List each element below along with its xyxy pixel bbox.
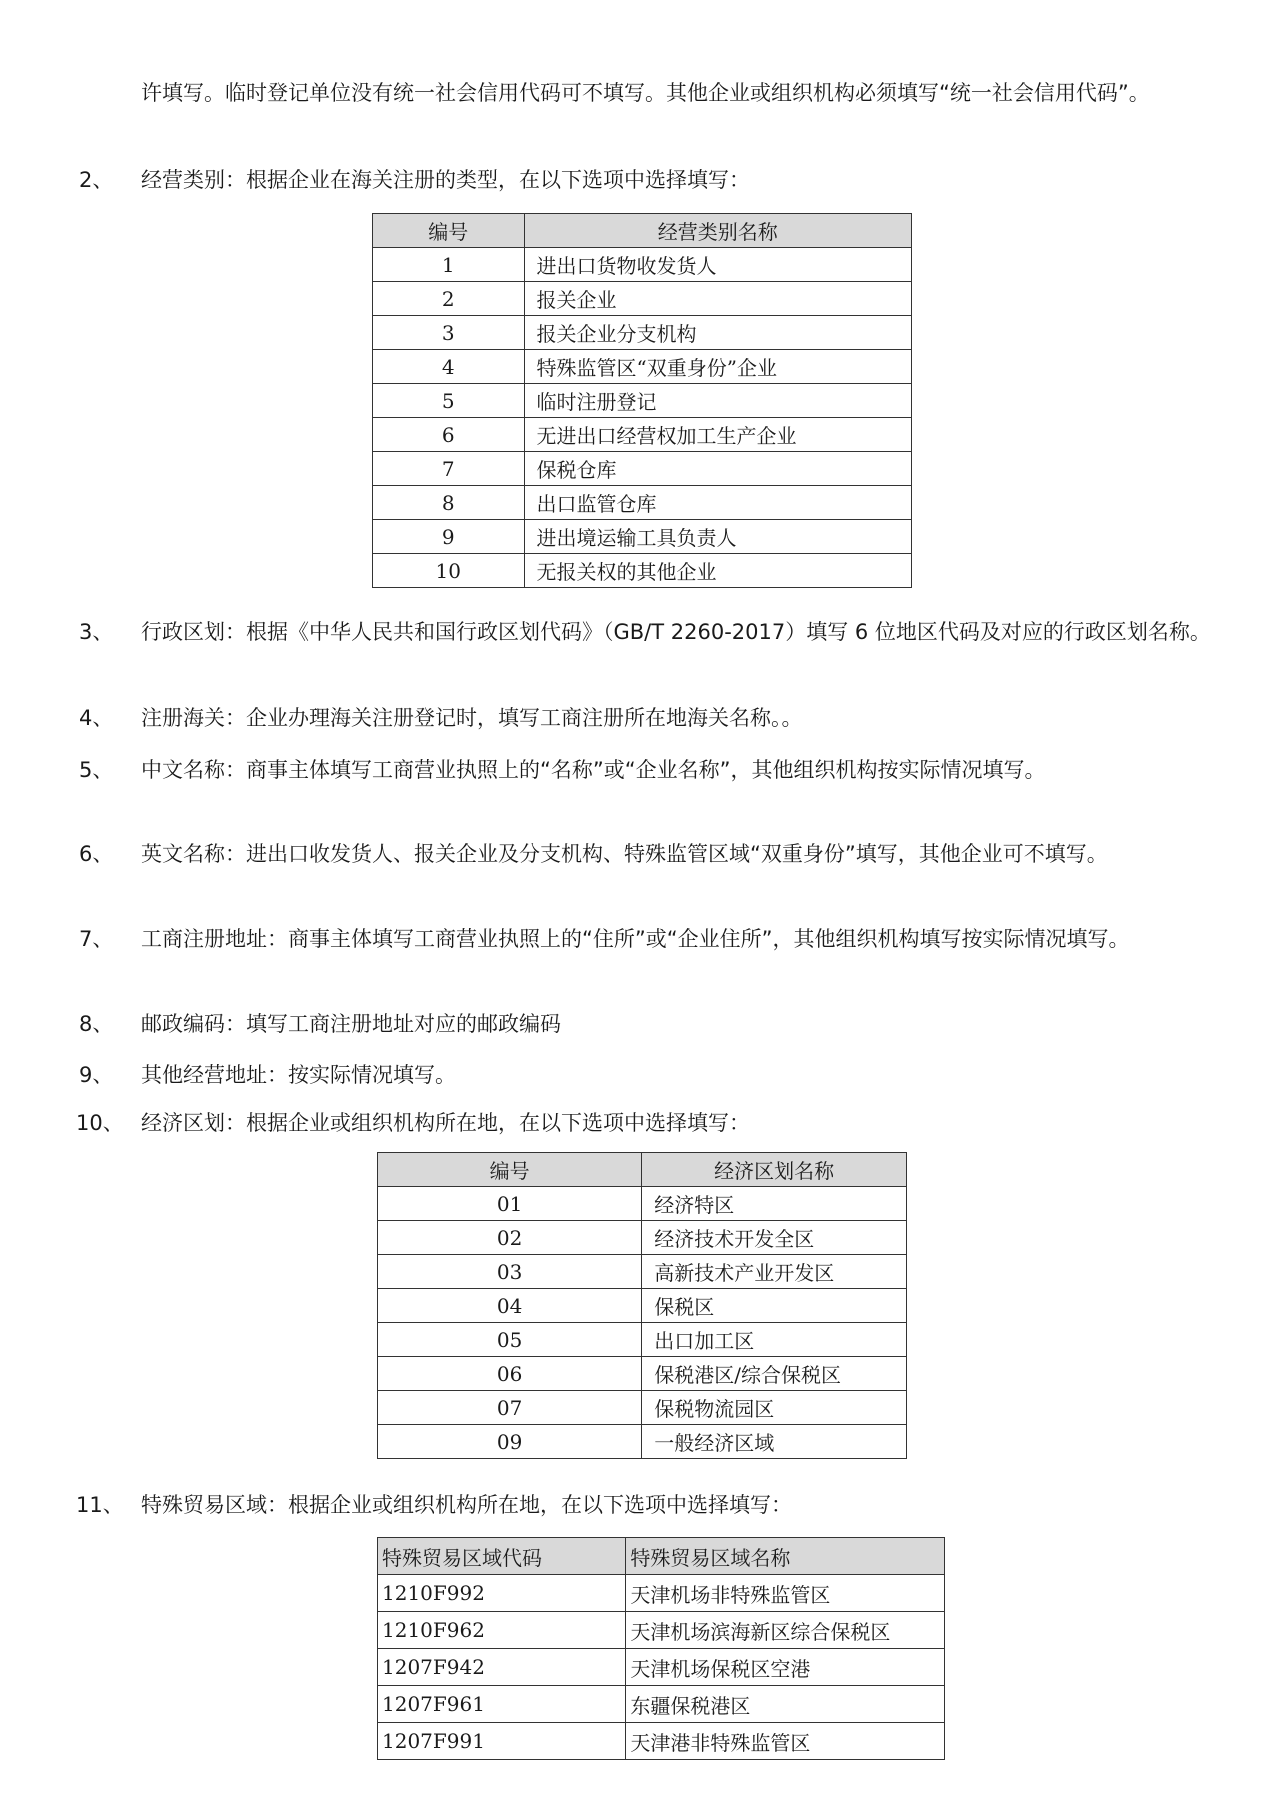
table-cell-code: 6 [373, 418, 525, 452]
item-number: 2、 [79, 168, 114, 192]
table-cell-name: 进出境运输工具负责人 [524, 520, 911, 554]
table-cell-name: 东疆保税港区 [626, 1686, 945, 1723]
table-row [373, 350, 912, 384]
table-cell-code: 5 [373, 384, 525, 418]
table-cell-name: 报关企业 [524, 282, 911, 316]
table-cell-code: 07 [378, 1391, 642, 1425]
item-number: 11、 [76, 1493, 124, 1517]
table-cell-name: 一般经济区域 [642, 1425, 907, 1459]
table-cell-code: 9 [373, 520, 525, 554]
table-cell-name: 保税港区/综合保税区 [642, 1357, 907, 1391]
table-row [378, 1289, 907, 1323]
table-row [378, 1425, 907, 1459]
table-cell-code: 8 [373, 486, 525, 520]
table-cell-name: 经济技术开发全区 [642, 1221, 907, 1255]
table-cell-name: 天津机场滨海新区综合保税区 [626, 1612, 945, 1649]
item-text: 注册海关：企业办理海关注册登记时，填写工商注册所在地海关名称。。 [141, 706, 803, 730]
table-header-row [378, 1153, 907, 1187]
table-cell-name: 保税物流园区 [642, 1391, 907, 1425]
item-number: 5、 [79, 758, 114, 782]
table-row [373, 452, 912, 486]
table-row [373, 248, 912, 282]
table-cell-code: 02 [378, 1221, 642, 1255]
table-cell-code: 01 [378, 1187, 642, 1221]
table-cell-code: 1210F992 [378, 1575, 626, 1612]
table-row [373, 520, 912, 554]
table-cell-name: 天津机场保税区空港 [626, 1649, 945, 1686]
item-text: 邮政编码：填写工商注册地址对应的邮政编码 [141, 1012, 561, 1036]
table-cell-name: 保税区 [642, 1289, 907, 1323]
table-row [373, 384, 912, 418]
table-row [378, 1575, 945, 1612]
table-cell-code: 7 [373, 452, 525, 486]
table-cell-name: 出口监管仓库 [524, 486, 911, 520]
table-cell-code: 09 [378, 1425, 642, 1459]
special-trade-zone-table [377, 1537, 945, 1760]
item-number: 6、 [79, 842, 114, 866]
table-cell-name: 无进出口经营权加工生产企业 [524, 418, 911, 452]
item-number: 7、 [79, 927, 114, 951]
table-row [373, 486, 912, 520]
table-row [373, 282, 912, 316]
table-cell-name: 经济特区 [642, 1187, 907, 1221]
table-cell-code: 1207F942 [378, 1649, 626, 1686]
item-number: 4、 [79, 706, 114, 730]
table-cell-code: 06 [378, 1357, 642, 1391]
table-row [373, 554, 912, 588]
item-text: 经济区划：根据企业或组织机构所在地，在以下选项中选择填写： [141, 1111, 750, 1135]
table-cell-code: 1207F961 [378, 1686, 626, 1723]
table-cell-name: 出口加工区 [642, 1323, 907, 1357]
table-row [378, 1323, 907, 1357]
table-cell-code: 04 [378, 1289, 642, 1323]
item-text: 行政区划：根据《中华人民共和国行政区划代码》（GB/T 2260-2017）填写 6 位地区代码及对应的行政区划名称。 [141, 620, 1211, 644]
item-text: 其他经营地址：按实际情况填写。 [141, 1063, 456, 1087]
item-text: 英文名称：进出口收发货人、报关企业及分支机构、特殊监管区域“双重身份”填写，其他企业可不填写。 [141, 842, 1108, 866]
item-text: 中文名称：商事主体填写工商营业执照上的“名称”或“企业名称”，其他组织机构按实际情况填写。 [141, 758, 1046, 782]
table-row [378, 1221, 907, 1255]
economic-zone-table [377, 1152, 907, 1459]
table-row [378, 1391, 907, 1425]
column-header: 经济区划名称 [642, 1153, 907, 1187]
column-header: 经营类别名称 [524, 214, 911, 248]
table-cell-name: 无报关权的其他企业 [524, 554, 911, 588]
table-cell-code: 10 [373, 554, 525, 588]
table-cell-name: 临时注册登记 [524, 384, 911, 418]
intro-continuation: 许填写。临时登记单位没有统一社会信用代码可不填写。其他企业或组织机构必须填写“统一社会信用代码”。 [141, 81, 1150, 105]
column-header: 编号 [378, 1153, 642, 1187]
table-header-row [378, 1538, 945, 1575]
table-row [378, 1255, 907, 1289]
table-row [378, 1686, 945, 1723]
table-cell-code: 03 [378, 1255, 642, 1289]
table-header-row [373, 214, 912, 248]
table-cell-name: 天津机场非特殊监管区 [626, 1575, 945, 1612]
table-cell-code: 05 [378, 1323, 642, 1357]
table-cell-code: 4 [373, 350, 525, 384]
table-row [373, 316, 912, 350]
item-number: 8、 [79, 1012, 114, 1036]
table-row [378, 1723, 945, 1760]
table-cell-name: 进出口货物收发货人 [524, 248, 911, 282]
table-cell-name: 天津港非特殊监管区 [626, 1723, 945, 1760]
table-cell-name: 保税仓库 [524, 452, 911, 486]
table-cell-name: 报关企业分支机构 [524, 316, 911, 350]
table-row [378, 1357, 907, 1391]
column-header: 特殊贸易区域代码 [378, 1538, 626, 1575]
table-row [373, 418, 912, 452]
table-row [378, 1612, 945, 1649]
table-cell-code: 1 [373, 248, 525, 282]
item-text: 特殊贸易区域：根据企业或组织机构所在地，在以下选项中选择填写： [141, 1493, 792, 1517]
table-cell-name: 高新技术产业开发区 [642, 1255, 907, 1289]
table-row [378, 1649, 945, 1686]
table-cell-code: 1207F991 [378, 1723, 626, 1760]
item-number: 9、 [79, 1063, 114, 1087]
item-text: 经营类别：根据企业在海关注册的类型，在以下选项中选择填写： [141, 168, 750, 192]
table-cell-code: 1210F962 [378, 1612, 626, 1649]
item-number: 3、 [79, 620, 114, 644]
business-type-table [372, 213, 912, 588]
item-text: 工商注册地址：商事主体填写工商营业执照上的“住所”或“企业住所”，其他组织机构填写按实际情况填写。 [141, 927, 1130, 951]
table-cell-code: 2 [373, 282, 525, 316]
table-row [378, 1187, 907, 1221]
table-cell-name: 特殊监管区“双重身份”企业 [524, 350, 911, 384]
table-cell-code: 3 [373, 316, 525, 350]
item-number: 10、 [76, 1111, 124, 1135]
column-header: 特殊贸易区域名称 [626, 1538, 945, 1575]
column-header: 编号 [373, 214, 525, 248]
